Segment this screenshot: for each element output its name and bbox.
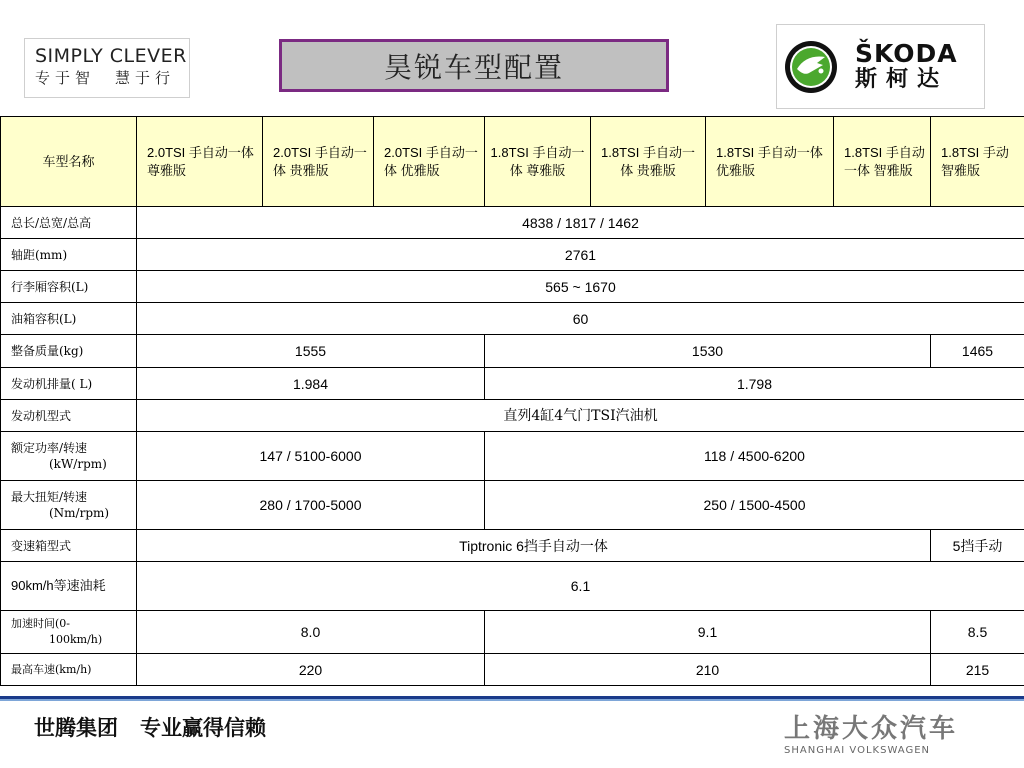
table-row	[1, 611, 1024, 654]
spec-value: 215	[931, 654, 1024, 686]
row-label: 行李厢容积(L)	[1, 271, 137, 303]
table-row	[1, 239, 1024, 271]
spec-value: 147 / 5100-6000	[137, 432, 485, 481]
shanghai-volkswagen-logo	[784, 714, 959, 764]
spec-value: 60	[137, 303, 1024, 335]
row-label: 发动机型式	[1, 400, 137, 432]
header-label: 车型名称	[1, 117, 137, 207]
company-motto: 专业赢得信赖	[140, 716, 266, 740]
spec-value: 9.1	[485, 611, 931, 654]
row-label-text: 额定功率/转速	[11, 441, 88, 455]
row-label: 发动机排量( L)	[1, 368, 137, 400]
table-row	[1, 335, 1024, 368]
logo-slogan-cn: 专于智 慧于行	[35, 69, 176, 87]
skoda-winged-arrow-icon	[783, 39, 839, 95]
table-row	[1, 400, 1024, 432]
spec-table	[0, 116, 1024, 686]
table-row	[1, 562, 1024, 611]
row-label	[1, 481, 137, 530]
spec-value: 1530	[485, 335, 931, 368]
row-label: 总长/总宽/总高	[1, 207, 137, 239]
spec-value: 1555	[137, 335, 485, 368]
spec-value: 2761	[137, 239, 1024, 271]
table-row	[1, 530, 1024, 562]
spec-value: 5挡手动	[931, 530, 1024, 562]
footer-divider-light	[0, 699, 1024, 701]
row-label: 90km/h等速油耗	[1, 562, 137, 611]
spec-value: 1465	[931, 335, 1024, 368]
spec-value: 8.5	[931, 611, 1024, 654]
model-header: 1.8TSI 手自动一体 贵雅版	[591, 117, 706, 207]
model-header: 1.8TSI 手自动一体 优雅版	[706, 117, 834, 207]
table-row	[1, 303, 1024, 335]
spec-value: 4838 / 1817 / 1462	[137, 207, 1024, 239]
row-label: 轴距(mm)	[1, 239, 137, 271]
row-label-unit: (Nm/rpm)	[49, 506, 110, 520]
svw-logo-cn: 上海大众汽车	[784, 714, 959, 744]
spec-value: 220	[137, 654, 485, 686]
row-label-text: 加速时间(0-	[11, 617, 71, 630]
skoda-brand-name-cn: 斯柯达	[855, 67, 949, 92]
row-label	[1, 611, 137, 654]
model-header: 2.0TSI 手自动一体 贵雅版	[263, 117, 374, 207]
skoda-logo	[776, 24, 985, 109]
spec-value: 1.984	[137, 368, 485, 400]
row-label-unit: 100km/h)	[49, 633, 103, 646]
table-row	[1, 654, 1024, 686]
row-label: 变速箱型式	[1, 530, 137, 562]
table-row	[1, 432, 1024, 481]
table-header-row	[1, 117, 1024, 207]
spec-value: 118 / 4500-6200	[485, 432, 1024, 481]
row-label-unit: (kW/rpm)	[49, 457, 107, 471]
row-label: 油箱容积(L)	[1, 303, 137, 335]
table-row	[1, 481, 1024, 530]
model-header: 1.8TSI 手自动一体 尊雅版	[485, 117, 591, 207]
simply-clever-logo	[24, 38, 190, 98]
table-row	[1, 207, 1024, 239]
row-label-text: 最大扭矩/转速	[11, 490, 88, 504]
skoda-brand-name: ŠKODA	[855, 39, 958, 68]
logo-slogan-en: SIMPLY CLEVER	[35, 45, 187, 67]
row-label: 整备质量(kg)	[1, 335, 137, 368]
spec-value: 250 / 1500-4500	[485, 481, 1024, 530]
spec-value: 210	[485, 654, 931, 686]
footer-slogan	[34, 712, 266, 742]
spec-value: 8.0	[137, 611, 485, 654]
page-title: 昊锐车型配置	[383, 50, 564, 84]
model-header: 1.8TSI 手自动一体 智雅版	[834, 117, 931, 207]
model-header: 2.0TSI 手自动一体 优雅版	[374, 117, 485, 207]
model-header: 2.0TSI 手自动一体 尊雅版	[137, 117, 263, 207]
page-title-box	[279, 39, 669, 92]
company-name: 世腾集团	[34, 716, 118, 740]
model-header: 1.8TSI 手动 智雅版	[931, 117, 1024, 207]
table-row	[1, 368, 1024, 400]
table-row	[1, 271, 1024, 303]
svw-logo-en: SHANGHAI VOLKSWAGEN	[784, 745, 930, 756]
spec-value: Tiptronic 6挡手自动一体	[137, 530, 931, 562]
spec-value: 1.798	[485, 368, 1024, 400]
spec-value: 280 / 1700-5000	[137, 481, 485, 530]
spec-value: 直列4缸4气门TSI汽油机	[137, 400, 1024, 432]
spec-value: 565 ~ 1670	[137, 271, 1024, 303]
row-label	[1, 432, 137, 481]
row-label: 最高车速(km/h)	[1, 654, 137, 686]
spec-value: 6.1	[137, 562, 1024, 611]
